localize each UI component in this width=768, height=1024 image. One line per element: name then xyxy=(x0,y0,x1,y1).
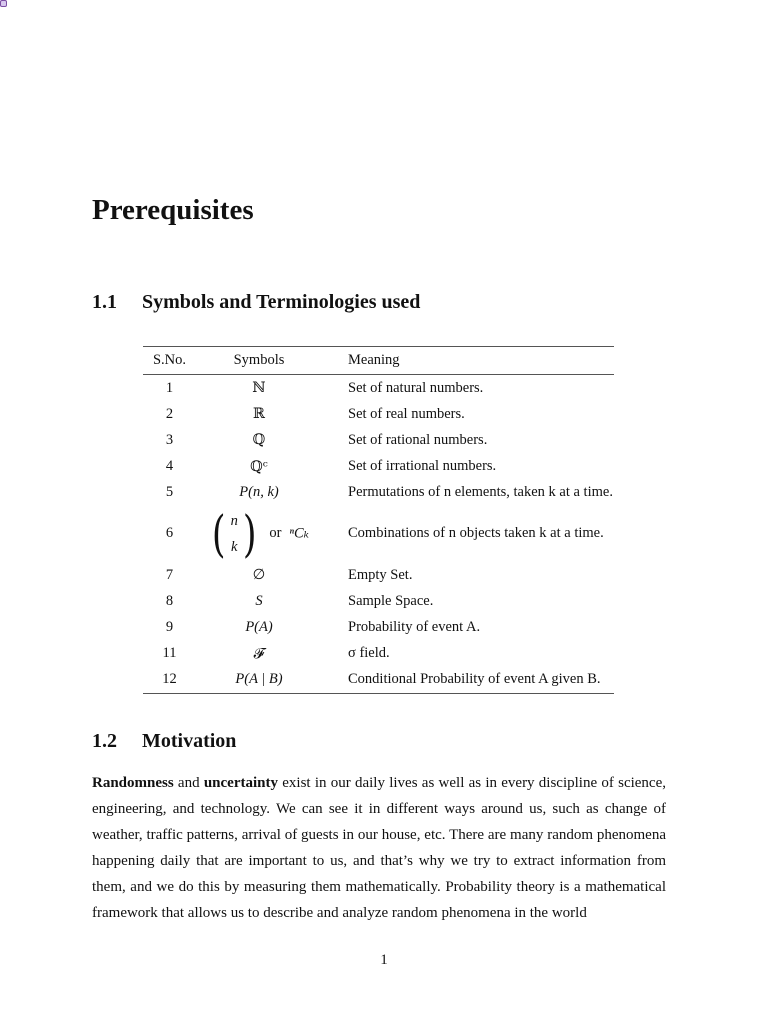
binomial-alt-notation: ⁿCₖ xyxy=(289,525,309,542)
row-sno: 3 xyxy=(165,431,174,448)
bold-term-uncertainty: uncertainty xyxy=(203,775,279,791)
row-sno: 2 xyxy=(165,405,174,422)
left-paren-icon: ( xyxy=(211,504,226,563)
row-symbol: P(A | B) xyxy=(235,671,283,688)
header-meaning: Meaning xyxy=(348,352,400,368)
table-row xyxy=(143,454,614,480)
symbols-table xyxy=(143,346,614,694)
table-row xyxy=(143,506,614,562)
table-row xyxy=(143,614,614,640)
section-heading-motivation xyxy=(92,729,236,753)
table-row xyxy=(143,480,614,506)
row-sno: 1 xyxy=(165,379,174,396)
row-meaning: Sample Space. xyxy=(348,592,434,609)
table-row xyxy=(143,427,614,453)
row-symbol: ℕ xyxy=(252,380,266,397)
chapter-title: Prerequisites xyxy=(92,194,254,226)
row-meaning: Set of rational numbers. xyxy=(348,431,488,448)
row-symbol-binomial xyxy=(196,506,322,562)
corner-marker xyxy=(0,0,7,7)
row-sno: 9 xyxy=(165,618,174,635)
row-meaning: Empty Set. xyxy=(348,566,413,583)
row-meaning: Probability of event A. xyxy=(348,618,481,635)
row-sno: 8 xyxy=(165,592,174,609)
section-number: 1.2 xyxy=(92,730,117,752)
section-heading-symbols xyxy=(92,290,420,314)
row-symbol: S xyxy=(255,592,263,609)
header-sno: S.No. xyxy=(152,352,187,368)
table-row xyxy=(143,401,614,427)
paragraph-text: exist in our daily lives as well as in every discipline of science, engineering, and technology. We can see it in different ways around us, such as change of weather, traffic patterns, arrival of guests in our house, etc. There are many random phenomena happening daily that are important to us, and that’s why we try to extract information from them, and we do this by measuring them mathematically. Probability theory is a mathematical framework that allows us to describe and analyze random phenomena in the world xyxy=(92,775,666,921)
row-symbol: ℝ xyxy=(252,406,266,423)
section-title: Motivation xyxy=(142,730,237,752)
row-symbol: P(A) xyxy=(245,618,273,635)
paragraph-text: and xyxy=(173,775,204,791)
row-meaning: Set of real numbers. xyxy=(348,405,465,422)
section-title: Symbols and Terminologies used xyxy=(142,291,421,313)
bold-term-randomness: Randomness xyxy=(92,775,174,791)
binomial-or: or xyxy=(269,525,282,542)
binomial-stack xyxy=(231,508,238,560)
row-meaning: Conditional Probability of event A given B. xyxy=(348,671,601,688)
row-symbol: 𝓕 xyxy=(253,645,265,662)
row-symbol: ∅ xyxy=(252,567,266,584)
table-row xyxy=(143,375,614,402)
table-row xyxy=(143,641,614,667)
table-row xyxy=(143,588,614,614)
row-meaning: Set of irrational numbers. xyxy=(348,458,497,475)
row-symbol: P(n, k) xyxy=(239,484,279,501)
row-meaning: Combinations of n objects taken k at a time. xyxy=(348,525,604,542)
table-header-row xyxy=(143,347,614,375)
row-meaning: Set of natural numbers. xyxy=(348,379,484,396)
row-sno: 12 xyxy=(162,671,177,688)
row-sno: 11 xyxy=(162,645,177,662)
table-row xyxy=(143,667,614,694)
row-symbol: ℚᶜ xyxy=(250,458,268,475)
right-paren-icon: ) xyxy=(242,504,257,563)
row-symbol: ℚ xyxy=(252,432,266,449)
row-sno: 5 xyxy=(165,484,174,501)
row-meaning: Permutations of n elements, taken k at a time. xyxy=(348,484,613,501)
table-row xyxy=(143,562,614,588)
motivation-paragraph xyxy=(92,770,666,926)
binomial-bottom: k xyxy=(230,538,238,555)
header-symbols: Symbols xyxy=(233,352,285,368)
row-sno: 7 xyxy=(165,566,174,583)
section-number: 1.1 xyxy=(92,291,117,313)
row-sno: 4 xyxy=(165,458,174,475)
binomial-top: n xyxy=(230,512,238,529)
row-sno: 6 xyxy=(165,525,174,542)
binomial-coefficient xyxy=(209,504,259,563)
page-number: 1 xyxy=(380,952,388,968)
row-meaning: σ field. xyxy=(348,645,390,662)
